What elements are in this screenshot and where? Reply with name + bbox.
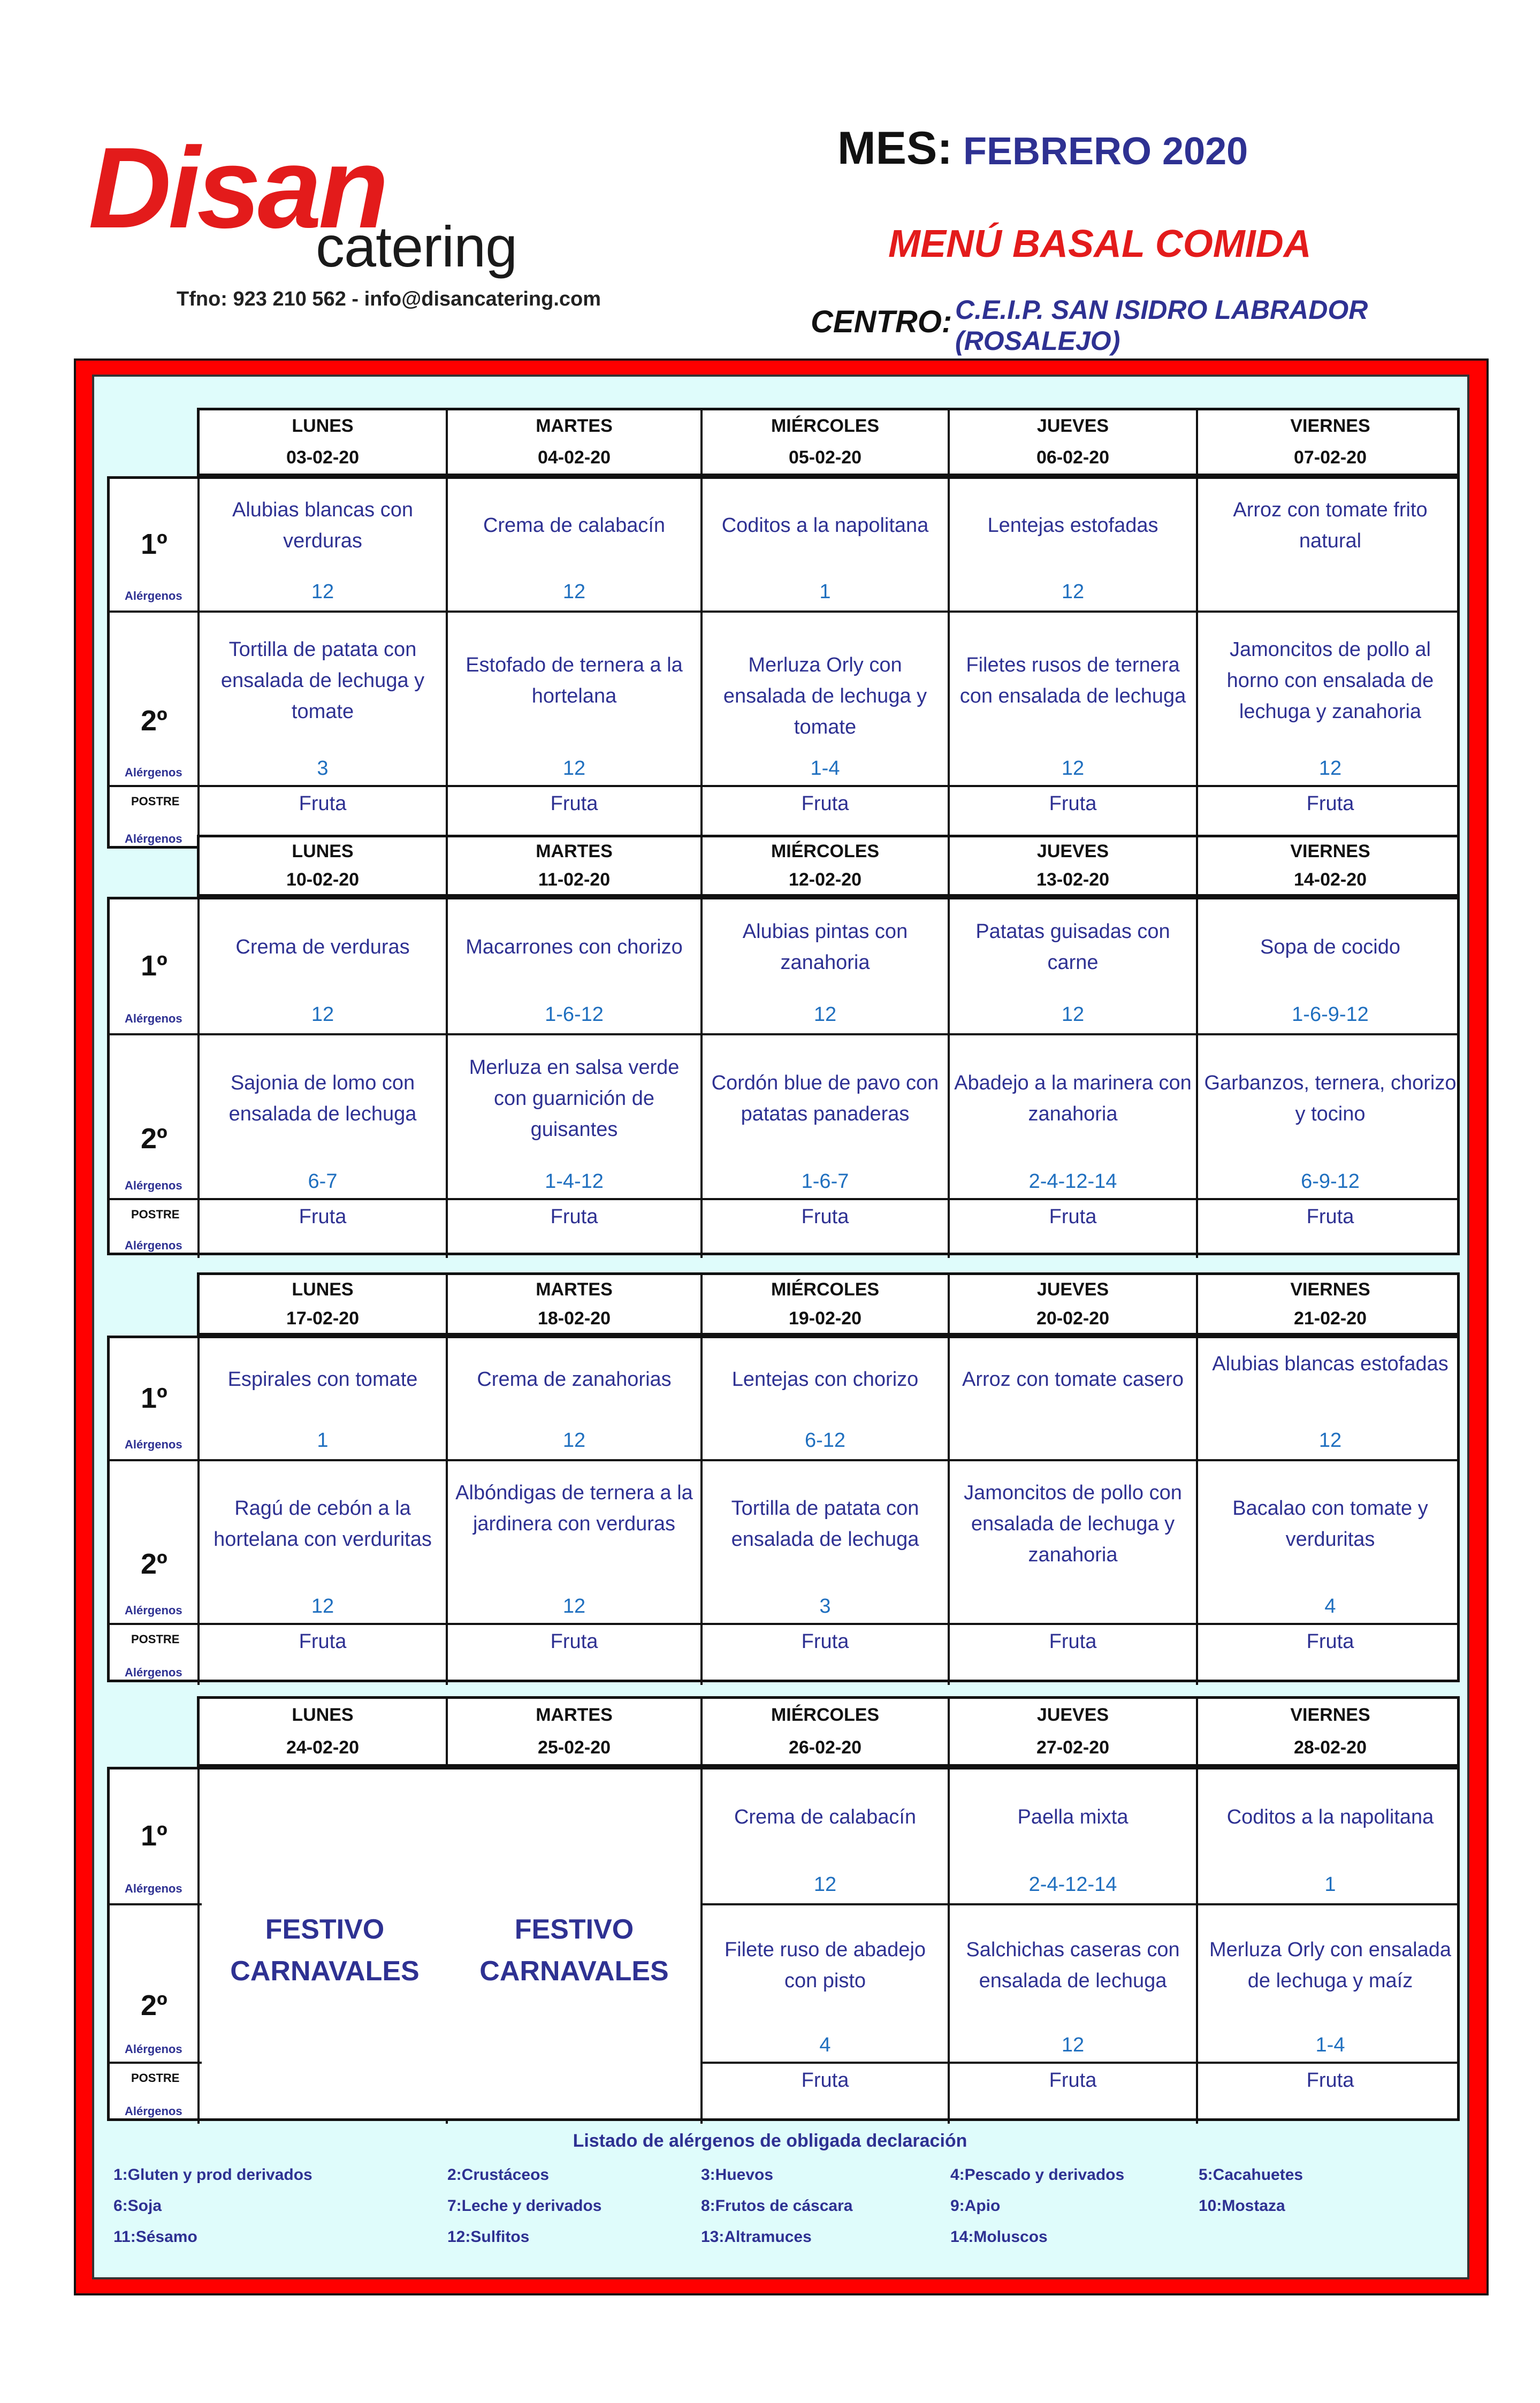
meal-cell [703, 1035, 950, 1198]
allergen-label: Alérgenos [125, 2042, 182, 2056]
allergen-codes: 1-6-9-12 [1292, 1003, 1369, 1026]
allergen-codes: 3 [317, 757, 329, 780]
day-date: 26-02-20 [788, 1737, 862, 1758]
allergen-codes: 6-9-12 [1301, 1170, 1360, 1193]
first-course-label: 1º [141, 1820, 167, 1852]
row-label [110, 613, 200, 785]
allergen-codes: 12 [1318, 1429, 1342, 1452]
holiday-cell [202, 1769, 448, 2118]
dessert-text: Fruta [1306, 1206, 1354, 1228]
dish-name: Crema de calabacín [483, 514, 666, 537]
day-name: VIERNES [1290, 1279, 1370, 1300]
day-header-cell [448, 837, 703, 894]
second-course-row [110, 1459, 1457, 1623]
day-name: LUNES [292, 416, 354, 436]
dessert-text: Fruta [801, 792, 849, 815]
second-course-row [110, 1033, 1457, 1198]
dish-name: Paella mixta [1017, 1806, 1129, 1828]
meal-cells [200, 1338, 1462, 1459]
allergen-codes: 2-4-12-14 [1028, 1873, 1117, 1896]
day-date: 18-02-20 [537, 1308, 611, 1329]
day-header-cell [950, 410, 1198, 474]
dish-name: Filete ruso de abadejo con pisto [724, 1939, 926, 1992]
dish-name: Garbanzos, ternera, chorizo y tocino [1204, 1072, 1457, 1125]
meal-cell [1198, 1200, 1462, 1258]
row-label [110, 1035, 200, 1198]
row-label [110, 899, 200, 1033]
dish-name: Cordón blue de pavo con patatas panaderas [711, 1072, 939, 1125]
dish-name: Crema de zanahorias [477, 1368, 672, 1391]
meal-cell [448, 1035, 703, 1198]
center-value: C.E.I.P. SAN ISIDRO LABRADOR (ROSALEJO) [955, 295, 1368, 356]
allergen-codes: 1 [317, 1429, 329, 1452]
week-block [107, 408, 1460, 849]
allergen-codes: 3 [819, 1595, 831, 1618]
legend-item: 1:Gluten y prod derivados [113, 2166, 312, 2184]
second-course-label: 2º [141, 1548, 167, 1580]
meal-cell [703, 479, 950, 611]
meal-cell [703, 1769, 950, 1903]
allergen-codes: 12 [1318, 757, 1342, 780]
dessert-text: Fruta [299, 1206, 347, 1228]
day-header-cell [1198, 410, 1462, 474]
dish-name: Merluza Orly con ensalada de lechuga y maíz [1209, 1939, 1451, 1992]
dish-name: Ragú de cebón a la hortelana con verduritas [214, 1497, 432, 1551]
day-name: VIERNES [1290, 1705, 1370, 1725]
meal-cell [950, 1769, 1198, 1903]
row-label [110, 2064, 200, 2124]
day-name: VIERNES [1290, 416, 1370, 436]
legend-item: 4:Pescado y derivados [950, 2166, 1125, 2184]
legend-item: 5:Cacahuetes [1199, 2166, 1303, 2184]
row-label [110, 1625, 200, 1685]
allergen-label: Alérgenos [125, 1239, 182, 1252]
dish-name: Albóndigas de ternera a la jardinera con verduras [455, 1482, 693, 1535]
dessert-text: Fruta [299, 1630, 347, 1653]
dessert-text: Fruta [550, 792, 598, 815]
day-date: 19-02-20 [788, 1308, 862, 1329]
meal-cell [703, 1625, 950, 1685]
day-date: 06-02-20 [1036, 447, 1110, 468]
dish-name: Alubias blancas con verduras [232, 499, 413, 552]
week-block [107, 1696, 1460, 2121]
day-name: MARTES [536, 1705, 613, 1725]
meal-cell [1198, 1461, 1462, 1623]
day-name: JUEVES [1036, 416, 1109, 436]
day-name: JUEVES [1036, 841, 1109, 861]
allergen-codes: 6-7 [308, 1170, 338, 1193]
meal-grid [107, 1336, 1460, 1682]
allergen-codes: 4 [1324, 1595, 1336, 1618]
day-name: MIÉRCOLES [771, 1705, 880, 1725]
day-header-cell [950, 1275, 1198, 1333]
day-header-cell [950, 1699, 1198, 1764]
day-header-row [197, 835, 1460, 897]
meal-cell [200, 899, 448, 1033]
dish-name: Jamoncitos de pollo con ensalada de lechuga y zanahoria [964, 1482, 1182, 1566]
day-header-cell [448, 410, 703, 474]
meal-cell [950, 1905, 1198, 2062]
day-header-cell [703, 837, 950, 894]
day-date: 25-02-20 [537, 1737, 611, 1758]
meal-cells [200, 1035, 1462, 1198]
dish-name: Abadejo a la marinera con zanahoria [954, 1072, 1192, 1125]
allergen-label: Alérgenos [125, 2104, 182, 2118]
meal-grid [107, 897, 1460, 1255]
first-course-row [110, 1338, 1457, 1459]
first-course-row [110, 479, 1457, 611]
month-label: MES: [837, 123, 952, 174]
meal-cell [703, 1338, 950, 1459]
day-header-cell [1198, 1699, 1462, 1764]
dish-name: Merluza Orly con ensalada de lechuga y tomate [723, 654, 927, 738]
dessert-text: Fruta [801, 1206, 849, 1228]
allergen-label: Alérgenos [125, 1666, 182, 1679]
center-label: CENTRO: [811, 304, 952, 339]
meal-cell [703, 1461, 950, 1623]
legend-item: 2:Crustáceos [447, 2166, 550, 2184]
postre-row [110, 1623, 1457, 1685]
first-course-label: 1º [141, 528, 167, 560]
day-name: MIÉRCOLES [771, 841, 880, 861]
meal-cell [448, 1625, 703, 1685]
allergen-codes: 2-4-12-14 [1028, 1170, 1117, 1193]
allergen-codes: 12 [562, 757, 586, 780]
dish-name: Bacalao con tomate y verduritas [1232, 1497, 1428, 1551]
allergen-codes: 1-4 [810, 757, 840, 780]
day-name: JUEVES [1036, 1279, 1109, 1300]
day-date: 12-02-20 [788, 869, 862, 890]
meal-cell [200, 1625, 448, 1685]
allergen-codes: 12 [813, 1873, 837, 1896]
dish-name: Lentejas con chorizo [731, 1368, 919, 1391]
dish-name: Macarrones con chorizo [466, 936, 683, 958]
row-label [110, 1905, 200, 2062]
meal-grid [107, 476, 1460, 849]
day-header-cell [200, 1275, 448, 1333]
dish-name: Crema de calabacín [734, 1806, 917, 1828]
postre-label: POSTRE [131, 1208, 180, 1221]
meal-cell [448, 1461, 703, 1623]
allergen-label: Alérgenos [125, 1882, 182, 1895]
row-label [110, 1338, 200, 1459]
day-header-cell [200, 1699, 448, 1764]
day-date: 13-02-20 [1036, 869, 1110, 890]
second-course-row [110, 611, 1457, 785]
legend-item: 11:Sésamo [113, 2228, 197, 2246]
dessert-text: Fruta [550, 1630, 598, 1653]
meal-cell [703, 1905, 950, 2062]
postre-label: POSTRE [131, 795, 180, 808]
dish-name: Filetes rusos de ternera con ensalada de lechuga [959, 654, 1186, 707]
allergen-label: Alérgenos [125, 1179, 182, 1192]
meal-cell [1198, 1905, 1462, 2062]
first-course-row [110, 899, 1457, 1033]
day-header-cell [448, 1275, 703, 1333]
logo-subtitle: catering [316, 214, 517, 279]
meal-cells [200, 1200, 1462, 1258]
dish-name: Coditos a la napolitana [721, 514, 929, 537]
day-date: 11-02-20 [538, 869, 611, 890]
meal-cells [200, 479, 1462, 611]
day-name: MARTES [536, 416, 613, 436]
dessert-text: Fruta [1049, 1206, 1097, 1228]
dish-name: Merluza en salsa verde con guarnición de guisantes [469, 1056, 680, 1141]
holiday-text: FESTIVO CARNAVALES [230, 1914, 420, 1987]
day-name: LUNES [292, 1705, 354, 1725]
legend-item: 3:Huevos [701, 2166, 774, 2184]
dessert-text: Fruta [801, 2069, 849, 2092]
day-date: 05-02-20 [788, 447, 862, 468]
meal-cell [200, 479, 448, 611]
holiday-cell [448, 1769, 700, 2118]
meal-cell [448, 613, 703, 785]
dessert-text: Fruta [1306, 2069, 1354, 2092]
dish-name: Sopa de cocido [1260, 936, 1400, 958]
meal-cell [703, 2064, 950, 2124]
meal-cell [200, 1338, 448, 1459]
month-value: FEBRERO 2020 [963, 130, 1248, 173]
day-date: 10-02-20 [286, 869, 360, 890]
dish-name: Salchichas caseras con ensalada de lechuga [966, 1939, 1180, 1992]
dessert-text: Fruta [801, 1630, 849, 1653]
meal-cell [1198, 1769, 1462, 1903]
row-label [110, 479, 200, 611]
allergen-codes: 12 [562, 581, 586, 603]
dish-name: Sajonia de lomo con ensalada de lechuga [228, 1072, 417, 1125]
meal-cell [703, 613, 950, 785]
dish-name: Tortilla de patata con ensalada de lechuga [731, 1497, 919, 1551]
dish-name: Estofado de ternera a la hortelana [466, 654, 683, 707]
allergen-codes: 1-4 [1315, 2034, 1345, 2056]
dish-name: Crema de verduras [235, 936, 410, 958]
meal-cell [703, 899, 950, 1033]
menu-title: MENÚ BASAL COMIDA [888, 223, 1312, 265]
day-date: 28-02-20 [1293, 1737, 1367, 1758]
allergen-label: Alérgenos [125, 589, 182, 602]
allergen-codes: 12 [1061, 1003, 1085, 1026]
day-name: LUNES [292, 1279, 354, 1300]
allergen-codes: 1-6-12 [545, 1003, 604, 1026]
dish-name: Arroz con tomate casero [962, 1368, 1184, 1391]
dish-name: Alubias pintas con zanahoria [742, 920, 908, 974]
meal-cell [1198, 1338, 1462, 1459]
allergen-codes: 12 [813, 1003, 837, 1026]
dessert-text: Fruta [1306, 792, 1354, 815]
day-date: 20-02-20 [1036, 1308, 1110, 1329]
first-course-label: 1º [141, 950, 167, 982]
meal-cell [950, 479, 1198, 611]
svg-text:Disan: Disan [88, 136, 386, 243]
allergen-codes: 1-4-12 [545, 1170, 604, 1193]
day-header-cell [1198, 1275, 1462, 1333]
day-date: 24-02-20 [286, 1737, 360, 1758]
day-date: 07-02-20 [1293, 447, 1367, 468]
meal-cell [950, 1035, 1198, 1198]
dish-name: Espirales con tomate [227, 1368, 418, 1391]
legend-title: Listado de alérgenos de obligada declaración [573, 2131, 967, 2151]
meal-cell [1198, 899, 1462, 1033]
legend-item: 8:Frutos de cáscara [701, 2197, 853, 2215]
dish-name: Lentejas estofadas [987, 514, 1158, 537]
postre-row [110, 1198, 1457, 1258]
holiday-text: FESTIVO CARNAVALES [479, 1914, 669, 1987]
day-header-cell [200, 837, 448, 894]
dish-name: Coditos a la napolitana [1226, 1806, 1434, 1828]
day-name: JUEVES [1036, 1705, 1109, 1725]
second-course-label: 2º [141, 1989, 167, 2021]
meal-cell [1198, 1035, 1462, 1198]
day-header-cell [703, 410, 950, 474]
day-header-cell [703, 1699, 950, 1764]
dessert-text: Fruta [550, 1206, 598, 1228]
day-header-cell [1198, 837, 1462, 894]
legend-item: 10:Mostaza [1199, 2197, 1285, 2215]
legend-item: 7:Leche y derivados [447, 2197, 602, 2215]
allergen-label: Alérgenos [125, 1604, 182, 1617]
meal-cell [950, 2064, 1198, 2124]
row-label [110, 1769, 200, 1903]
meal-cell [448, 1338, 703, 1459]
allergen-codes: 12 [311, 1595, 334, 1618]
allergen-codes: 1 [1324, 1873, 1336, 1896]
day-name: MARTES [536, 1279, 613, 1300]
dessert-text: Fruta [1049, 2069, 1097, 2092]
postre-label: POSTRE [131, 1632, 180, 1646]
meal-cell [200, 1461, 448, 1623]
legend-item: 14:Moluscos [950, 2228, 1048, 2246]
allergen-codes: 4 [819, 2034, 831, 2056]
dish-name: Patatas guisadas con carne [975, 920, 1170, 974]
day-name: MIÉRCOLES [771, 416, 880, 436]
allergen-codes: 12 [1061, 581, 1085, 603]
day-name: VIERNES [1290, 841, 1370, 861]
allergen-label: Alérgenos [125, 1438, 182, 1451]
meal-cells [200, 1625, 1462, 1685]
allergen-codes: 1 [819, 581, 831, 603]
legend-item: 9:Apio [950, 2197, 1001, 2215]
dessert-text: Fruta [1049, 792, 1097, 815]
meal-cell [448, 899, 703, 1033]
day-date: 17-02-20 [286, 1308, 360, 1329]
dish-name: Alubias blancas estofadas [1212, 1353, 1448, 1375]
allergen-label: Alérgenos [125, 832, 182, 845]
day-date: 14-02-20 [1293, 869, 1367, 890]
first-course-label: 1º [141, 1382, 167, 1414]
day-header-cell [200, 410, 448, 474]
meal-cells [200, 899, 1462, 1033]
day-header-row [197, 1272, 1460, 1336]
day-header-row [197, 408, 1460, 476]
allergen-codes: 6-12 [804, 1429, 846, 1452]
day-date: 21-02-20 [1293, 1308, 1367, 1329]
meal-cell [950, 1200, 1198, 1258]
meal-cells [200, 613, 1462, 785]
day-date: 27-02-20 [1036, 1737, 1110, 1758]
meal-cell [448, 479, 703, 611]
dessert-text: Fruta [1049, 1630, 1097, 1653]
day-header-row [197, 1696, 1460, 1767]
meal-cell [1198, 613, 1462, 785]
meal-cell [950, 899, 1198, 1033]
allergen-codes: 12 [311, 1003, 334, 1026]
allergen-codes: 12 [1061, 757, 1085, 780]
meal-grid [107, 1767, 1460, 2121]
meal-cell [950, 1461, 1198, 1623]
second-course-label: 2º [141, 1123, 167, 1155]
day-date: 03-02-20 [286, 447, 360, 468]
meal-cell [950, 1625, 1198, 1685]
legend-item: 12:Sulfitos [447, 2228, 530, 2246]
allergen-label: Alérgenos [125, 766, 182, 779]
meal-cell [703, 1200, 950, 1258]
allergen-codes: 12 [562, 1595, 586, 1618]
allergen-codes: 12 [1061, 2034, 1085, 2056]
day-header-cell [448, 1699, 703, 1764]
dish-name: Jamoncitos de pollo al horno con ensalada de lechuga y zanahoria [1226, 638, 1434, 723]
dessert-text: Fruta [1306, 1630, 1354, 1653]
row-label [110, 1200, 200, 1258]
day-name: LUNES [292, 841, 354, 861]
meal-cell [200, 1035, 448, 1198]
day-name: MARTES [536, 841, 613, 861]
week-block [107, 1272, 1460, 1682]
meal-cell [200, 613, 448, 785]
contact-info: Tfno: 923 210 562 - info@disancatering.com [177, 288, 601, 310]
legend-item: 6:Soja [113, 2197, 162, 2215]
second-course-label: 2º [141, 705, 167, 737]
row-label [110, 1461, 200, 1623]
meal-cell [950, 1338, 1198, 1459]
day-date: 04-02-20 [537, 447, 611, 468]
dish-name: Tortilla de patata con ensalada de lechuga y tomate [220, 638, 425, 723]
meal-cell [1198, 479, 1462, 611]
meal-cell [1198, 2064, 1462, 2124]
allergen-codes: 12 [311, 581, 334, 603]
meal-cell [448, 1200, 703, 1258]
meal-cells [200, 1461, 1462, 1623]
meal-cell [1198, 1625, 1462, 1685]
week-block [107, 835, 1460, 1255]
allergen-codes: 1-6-7 [801, 1170, 849, 1193]
allergen-label: Alérgenos [125, 1012, 182, 1025]
meal-cell [200, 1200, 448, 1258]
dish-name: Arroz con tomate frito natural [1233, 499, 1428, 552]
day-header-cell [950, 837, 1198, 894]
legend-item: 13:Altramuces [701, 2228, 812, 2246]
meal-cell [950, 613, 1198, 785]
dessert-text: Fruta [299, 792, 347, 815]
allergen-codes: 12 [562, 1429, 586, 1452]
day-name: MIÉRCOLES [771, 1279, 880, 1300]
postre-label: POSTRE [131, 2071, 180, 2085]
day-header-cell [703, 1275, 950, 1333]
